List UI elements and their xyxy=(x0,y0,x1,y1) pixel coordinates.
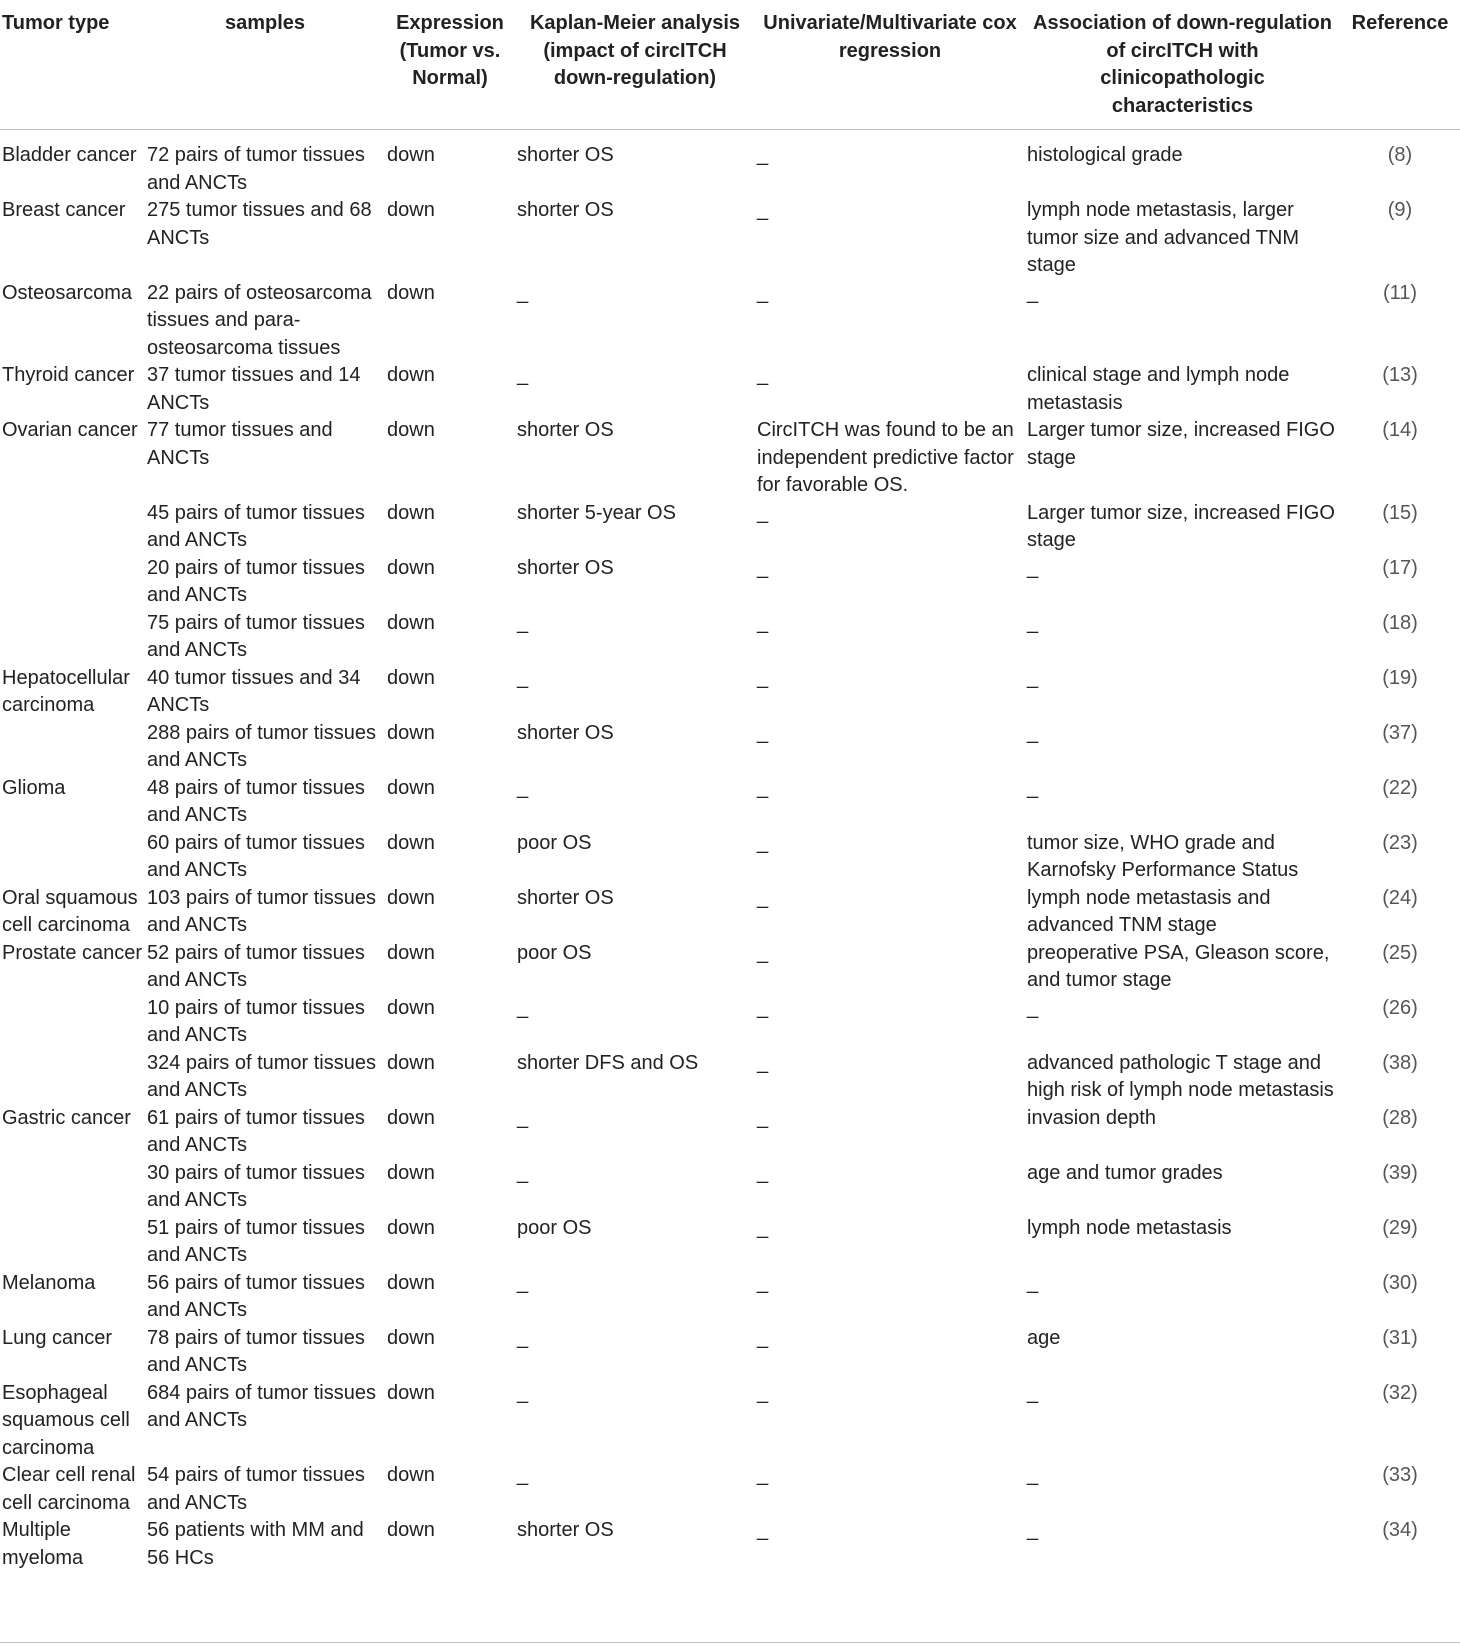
cell-cox-regression: _ xyxy=(757,144,769,166)
cell-cox-regression: _ xyxy=(757,1051,769,1074)
cell-kaplan-meier: poor OS xyxy=(517,831,592,854)
cell-reference: (37) xyxy=(1382,721,1418,744)
cell-association: _ xyxy=(1027,721,1039,744)
cell-expression: down xyxy=(387,419,435,441)
cell-tumor-type: Oral squamous cell carcinoma xyxy=(2,886,138,936)
cell-association: age xyxy=(1027,1326,1061,1349)
cell-expression: down xyxy=(387,556,435,579)
cell-samples: 54 pairs of tumor tissues and ANCTs xyxy=(147,1464,365,1514)
cell-samples: 45 pairs of tumor tissues and ANCTs xyxy=(147,501,365,551)
cell-samples: 22 pairs of osteosarcoma tissues and para-osteosarcoma tissues xyxy=(147,281,372,359)
cell-samples: 60 pairs of tumor tissues and ANCTs xyxy=(147,831,365,881)
cell-association: _ xyxy=(1027,281,1039,304)
cell-expression: down xyxy=(387,1381,435,1404)
cell-kaplan-meier: shorter OS xyxy=(517,886,614,909)
cell-tumor-type xyxy=(0,610,145,665)
table-row xyxy=(0,130,1460,198)
cell-kaplan-meier: _ xyxy=(517,776,529,799)
cell-tumor-type: Multiple myeloma xyxy=(2,1519,84,1569)
cell-samples: 52 pairs of tumor tissues and ANCTs xyxy=(147,941,365,991)
table-row xyxy=(0,197,1460,280)
table-row xyxy=(0,1215,1460,1270)
cell-samples: 48 pairs of tumor tissues and ANCTs xyxy=(147,776,365,826)
cell-association: preoperative PSA, Gleason score, and tumor stage xyxy=(1027,941,1330,991)
table-row xyxy=(0,995,1460,1050)
cell-expression: down xyxy=(387,996,435,1019)
cell-cox-regression: _ xyxy=(757,831,769,854)
cell-samples: 324 pairs of tumor tissues and ANCTs xyxy=(147,1051,376,1101)
cell-cox-regression: _ xyxy=(757,199,769,221)
cell-samples: 77 tumor tissues and ANCTs xyxy=(147,419,333,469)
cell-tumor-type: Thyroid cancer xyxy=(2,364,135,386)
cell-tumor-type xyxy=(0,995,145,1050)
cell-association: clinical stage and lymph node metastasis xyxy=(1027,364,1290,414)
table-row xyxy=(0,417,1460,500)
table-row xyxy=(0,830,1460,885)
table-row xyxy=(0,665,1460,720)
cell-reference: (24) xyxy=(1382,886,1418,909)
cell-reference: (32) xyxy=(1382,1381,1418,1404)
cell-cox-regression: _ xyxy=(757,556,769,579)
header-samples: samples xyxy=(145,0,385,130)
table-row xyxy=(0,500,1460,555)
cell-reference: (39) xyxy=(1382,1161,1418,1184)
cell-tumor-type xyxy=(0,1050,145,1105)
cell-reference: (30) xyxy=(1382,1271,1418,1294)
cell-cox-regression: _ xyxy=(757,721,769,744)
cell-expression: down xyxy=(387,666,435,689)
cell-reference: (13) xyxy=(1382,364,1418,386)
cell-reference: (25) xyxy=(1382,941,1418,964)
cell-association: _ xyxy=(1027,1381,1039,1404)
cell-kaplan-meier: shorter 5-year OS xyxy=(517,501,676,524)
cell-expression: down xyxy=(387,501,435,524)
cell-samples: 275 tumor tissues and 68 ANCTs xyxy=(147,199,372,249)
header-reference: Reference xyxy=(1340,0,1460,130)
cell-reference: (33) xyxy=(1382,1464,1418,1486)
cell-tumor-type: Lung cancer xyxy=(2,1326,113,1349)
cell-tumor-type: Prostate cancer xyxy=(2,941,143,964)
table-row xyxy=(0,280,1460,363)
cell-kaplan-meier: _ xyxy=(517,364,529,386)
table-row xyxy=(0,1050,1460,1105)
cell-cox-regression: _ xyxy=(757,1519,769,1541)
cell-samples: 103 pairs of tumor tissues and ANCTs xyxy=(147,886,376,936)
cell-samples: 72 pairs of tumor tissues and ANCTs xyxy=(147,144,365,194)
cell-kaplan-meier: _ xyxy=(517,666,529,689)
cell-tumor-type: Esophageal squamous cell carcinoma xyxy=(2,1381,130,1459)
table-row xyxy=(0,610,1460,665)
cell-samples: 684 pairs of tumor tissues and ANCTs xyxy=(147,1381,376,1431)
cell-association: _ xyxy=(1027,611,1039,634)
cell-kaplan-meier: shorter OS xyxy=(517,144,614,166)
table-row xyxy=(0,1462,1460,1517)
cell-expression: down xyxy=(387,1326,435,1349)
cell-association: lymph node metastasis and advanced TNM stage xyxy=(1027,886,1271,936)
cell-reference: (23) xyxy=(1382,831,1418,854)
cell-expression: down xyxy=(387,364,435,386)
table-row xyxy=(0,940,1460,995)
cell-kaplan-meier: _ xyxy=(517,1271,529,1294)
table-row xyxy=(0,1517,1460,1572)
table-row xyxy=(0,1380,1460,1463)
cell-tumor-type xyxy=(0,1215,145,1270)
cell-kaplan-meier: _ xyxy=(517,611,529,634)
table-row xyxy=(0,362,1460,417)
cell-association: invasion depth xyxy=(1027,1106,1156,1129)
cell-reference: (26) xyxy=(1382,996,1418,1019)
header-tumor-type: Tumor type xyxy=(0,0,145,130)
cell-expression: down xyxy=(387,1051,435,1074)
cell-kaplan-meier: shorter OS xyxy=(517,419,614,441)
cell-samples: 30 pairs of tumor tissues and ANCTs xyxy=(147,1161,365,1211)
cell-association: lymph node metastasis, larger tumor size and advanced TNM stage xyxy=(1027,199,1299,276)
cell-expression: down xyxy=(387,776,435,799)
cell-cox-regression: _ xyxy=(757,776,769,799)
cell-expression: down xyxy=(387,1216,435,1239)
header-row xyxy=(0,0,1460,130)
cell-reference: (31) xyxy=(1382,1326,1418,1349)
cell-tumor-type: Ovarian cancer xyxy=(2,419,138,441)
table-body xyxy=(0,130,1460,1573)
cell-tumor-type: Bladder cancer xyxy=(2,144,137,166)
cell-tumor-type xyxy=(0,500,145,555)
cell-samples: 288 pairs of tumor tissues and ANCTs xyxy=(147,721,376,771)
cell-cox-regression: _ xyxy=(757,666,769,689)
table-row xyxy=(0,555,1460,610)
cell-cox-regression: _ xyxy=(757,941,769,964)
cell-cox-regression: _ xyxy=(757,1161,769,1184)
cell-association: Larger tumor size, increased FIGO stage xyxy=(1027,419,1335,469)
cell-association: tumor size, WHO grade and Karnofsky Performance Status xyxy=(1027,831,1299,881)
cell-reference: (38) xyxy=(1382,1051,1418,1074)
cell-kaplan-meier: _ xyxy=(517,1381,529,1404)
table-row xyxy=(0,775,1460,830)
cell-expression: down xyxy=(387,721,435,744)
cell-association: _ xyxy=(1027,1271,1039,1294)
cell-expression: down xyxy=(387,1271,435,1294)
cell-kaplan-meier: shorter OS xyxy=(517,199,614,221)
cell-expression: down xyxy=(387,1464,435,1486)
table-row xyxy=(0,885,1460,940)
cell-reference: (29) xyxy=(1382,1216,1418,1239)
cell-cox-regression: _ xyxy=(757,1216,769,1239)
cell-expression: down xyxy=(387,886,435,909)
cell-tumor-type: Gastric cancer xyxy=(2,1106,131,1129)
cell-cox-regression: _ xyxy=(757,886,769,909)
cell-expression: down xyxy=(387,199,435,221)
cell-association: _ xyxy=(1027,666,1039,689)
cell-samples: 75 pairs of tumor tissues and ANCTs xyxy=(147,611,365,661)
cell-expression: down xyxy=(387,1106,435,1129)
cell-tumor-type xyxy=(0,720,145,775)
cell-samples: 51 pairs of tumor tissues and ANCTs xyxy=(147,1216,365,1266)
cell-samples: 40 tumor tissues and 34 ANCTs xyxy=(147,666,361,716)
cell-kaplan-meier: _ xyxy=(517,1161,529,1184)
cell-reference: (17) xyxy=(1382,556,1418,579)
cell-samples: 61 pairs of tumor tissues and ANCTs xyxy=(147,1106,365,1156)
cell-cox-regression: _ xyxy=(757,281,769,304)
cell-cox-regression: _ xyxy=(757,1326,769,1349)
cell-cox-regression: _ xyxy=(757,1381,769,1404)
cell-reference: (14) xyxy=(1382,419,1418,441)
table-header xyxy=(0,0,1460,130)
cell-expression: down xyxy=(387,144,435,166)
cell-cox-regression: _ xyxy=(757,1464,769,1486)
cell-tumor-type xyxy=(0,1160,145,1215)
cell-reference: (11) xyxy=(1382,281,1418,304)
cell-cox-regression: CircITCH was found to be an independent predictive factor for favorable OS. xyxy=(757,419,1014,496)
cell-kaplan-meier: _ xyxy=(517,1106,529,1129)
cell-reference: (15) xyxy=(1382,501,1418,524)
table-row xyxy=(0,1105,1460,1160)
header-kaplan-meier: Kaplan-Meier analysis (impact of circITCH down-regulation) xyxy=(515,0,755,130)
cell-tumor-type: Hepatocellular carcinoma xyxy=(2,666,130,716)
cell-samples: 56 pairs of tumor tissues and ANCTs xyxy=(147,1271,365,1321)
cell-association: _ xyxy=(1027,776,1039,799)
cell-tumor-type: Melanoma xyxy=(2,1271,96,1294)
cell-expression: down xyxy=(387,1161,435,1184)
header-expression: Expression (Tumor vs. Normal) xyxy=(385,0,515,130)
cell-samples: 20 pairs of tumor tissues and ANCTs xyxy=(147,556,365,606)
cell-kaplan-meier: poor OS xyxy=(517,941,592,964)
cell-reference: (8) xyxy=(1387,144,1413,166)
cell-cox-regression: _ xyxy=(757,996,769,1019)
cell-samples: 10 pairs of tumor tissues and ANCTs xyxy=(147,996,365,1046)
cell-association: _ xyxy=(1027,1519,1039,1541)
cell-tumor-type: Clear cell renal cell carcinoma xyxy=(2,1464,136,1514)
cell-kaplan-meier: _ xyxy=(517,996,529,1019)
cell-reference: (9) xyxy=(1387,199,1413,221)
cell-cox-regression: _ xyxy=(757,1271,769,1294)
cell-expression: down xyxy=(387,941,435,964)
cell-expression: down xyxy=(387,831,435,854)
cell-association: _ xyxy=(1027,1464,1039,1486)
cell-association: advanced pathologic T stage and high risk of lymph node metastasis xyxy=(1027,1051,1334,1101)
cell-kaplan-meier: shorter DFS and OS xyxy=(517,1051,699,1074)
cell-association: _ xyxy=(1027,556,1039,579)
cell-tumor-type xyxy=(0,555,145,610)
cell-expression: down xyxy=(387,1519,435,1541)
cell-cox-regression: _ xyxy=(757,611,769,634)
cell-reference: (22) xyxy=(1382,776,1418,799)
cell-association: lymph node metastasis xyxy=(1027,1216,1232,1239)
cell-samples: 56 patients with MM and 56 HCs xyxy=(147,1519,364,1569)
cell-samples: 78 pairs of tumor tissues and ANCTs xyxy=(147,1326,365,1376)
header-association: Association of down-regulation of circITCH with clinicopathologic characteristics xyxy=(1025,0,1340,130)
cell-tumor-type: Glioma xyxy=(2,776,66,799)
cell-kaplan-meier: shorter OS xyxy=(517,556,614,579)
cell-cox-regression: _ xyxy=(757,1106,769,1129)
cell-kaplan-meier: shorter OS xyxy=(517,721,614,744)
cell-association: age and tumor grades xyxy=(1027,1161,1223,1184)
cell-kaplan-meier: shorter OS xyxy=(517,1519,614,1541)
table-row xyxy=(0,720,1460,775)
cell-cox-regression: _ xyxy=(757,364,769,386)
cell-reference: (18) xyxy=(1382,611,1418,634)
cell-reference: (34) xyxy=(1382,1519,1418,1541)
cell-kaplan-meier: _ xyxy=(517,281,529,304)
table-row xyxy=(0,1270,1460,1325)
cell-kaplan-meier: poor OS xyxy=(517,1216,592,1239)
cell-cox-regression: _ xyxy=(757,501,769,524)
cell-tumor-type xyxy=(0,830,145,885)
cell-association: Larger tumor size, increased FIGO stage xyxy=(1027,501,1335,551)
cell-expression: down xyxy=(387,281,435,304)
cell-reference: (28) xyxy=(1382,1106,1418,1129)
cell-expression: down xyxy=(387,611,435,634)
bottom-rule xyxy=(0,1642,1460,1643)
table-row xyxy=(0,1325,1460,1380)
cell-tumor-type: Osteosarcoma xyxy=(2,281,133,304)
cell-association: histological grade xyxy=(1027,144,1183,166)
cell-samples: 37 tumor tissues and 14 ANCTs xyxy=(147,364,361,414)
cell-association: _ xyxy=(1027,996,1039,1019)
header-cox-regression: Univariate/Multivariate cox regression xyxy=(755,0,1025,130)
cell-kaplan-meier: _ xyxy=(517,1326,529,1349)
cell-kaplan-meier: _ xyxy=(517,1464,529,1486)
cell-tumor-type: Breast cancer xyxy=(2,199,126,221)
table-row xyxy=(0,1160,1460,1215)
cell-reference: (19) xyxy=(1382,666,1418,689)
